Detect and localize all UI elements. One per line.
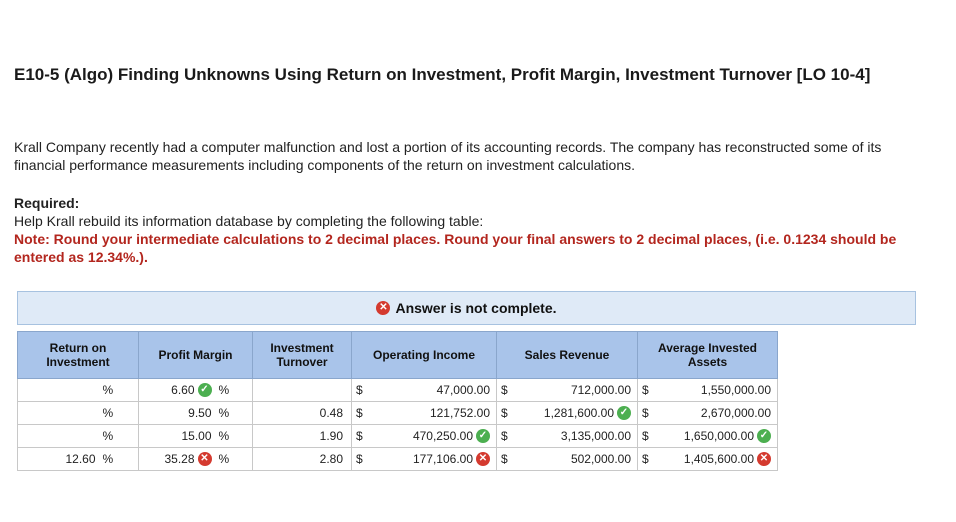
average-invested-assets-input[interactable] <box>654 402 778 425</box>
cell-value: 3,135,000.00 <box>560 429 631 443</box>
roi-input[interactable] <box>18 402 100 425</box>
roi-percent-symbol: % <box>100 402 139 425</box>
correct-icon: ✓ <box>617 406 631 420</box>
average-invested-assets-input[interactable] <box>654 379 778 402</box>
profit-margin-input[interactable] <box>139 425 216 448</box>
correct-icon: ✓ <box>476 429 490 443</box>
table-row <box>18 448 778 471</box>
operating-income-input[interactable] <box>368 448 497 471</box>
oi-dollar-symbol: $ <box>352 425 368 448</box>
cell-value: 121,752.00 <box>429 406 490 420</box>
cell-value: 2.80 <box>319 452 343 466</box>
answer-table <box>17 331 778 471</box>
incorrect-icon: ✕ <box>198 452 212 466</box>
sales-revenue-input[interactable] <box>513 379 638 402</box>
cell-value: 35.28 <box>164 451 195 466</box>
cell-value: 470,250.00 <box>412 428 473 443</box>
pm-percent-symbol: % <box>216 425 253 448</box>
operating-income-input[interactable] <box>368 425 497 448</box>
answer-status-text: Answer is not complete. <box>395 300 557 316</box>
roi-input[interactable] <box>18 379 100 402</box>
table-row <box>18 425 778 448</box>
operating-income-input[interactable] <box>368 379 497 402</box>
sr-dollar-symbol: $ <box>497 448 513 471</box>
sr-dollar-symbol: $ <box>497 425 513 448</box>
sales-revenue-input[interactable] <box>513 402 638 425</box>
table-row <box>18 379 778 402</box>
roi-percent-symbol: % <box>100 425 139 448</box>
average-invested-assets-input[interactable] <box>654 448 778 471</box>
roi-percent-symbol: % <box>100 379 139 402</box>
header-operating-income: Operating Income <box>352 332 497 379</box>
cell-value: 47,000.00 <box>436 383 490 397</box>
cell-value: 1,281,600.00 <box>543 405 614 420</box>
aia-dollar-symbol: $ <box>638 402 654 425</box>
sales-revenue-input[interactable] <box>513 448 638 471</box>
sr-dollar-symbol: $ <box>497 379 513 402</box>
header-roi: Return on Investment <box>18 332 139 379</box>
question-intro: Krall Company recently had a computer malfunction and lost a portion of its accounting records. The company has reconstructed some of its financial performance measurements including components of the return on investment calculations. <box>14 139 882 173</box>
required-heading: Required: <box>14 195 80 211</box>
cell-value: 1,650,000.00 <box>683 428 754 443</box>
header-sales-revenue: Sales Revenue <box>497 332 638 379</box>
correct-icon: ✓ <box>198 383 212 397</box>
cell-value: 1,405,600.00 <box>683 451 754 466</box>
profit-margin-input[interactable] <box>139 379 216 402</box>
header-profit-margin: Profit Margin <box>139 332 253 379</box>
investment-turnover-input[interactable] <box>253 425 352 448</box>
incorrect-icon: ✕ <box>376 301 390 315</box>
cell-value: 1.90 <box>319 429 343 443</box>
cell-value: 502,000.00 <box>570 452 631 466</box>
profit-margin-input[interactable] <box>139 402 216 425</box>
investment-turnover-input[interactable] <box>253 402 352 425</box>
operating-income-input[interactable] <box>368 402 497 425</box>
question-title: E10-5 (Algo) Finding Unknowns Using Return on Investment, Profit Margin, Investment Turnover [LO 10-4] <box>14 65 871 84</box>
table-row <box>18 402 778 425</box>
aia-dollar-symbol: $ <box>638 448 654 471</box>
investment-turnover-input[interactable] <box>253 379 352 402</box>
aia-dollar-symbol: $ <box>638 379 654 402</box>
required-text: Help Krall rebuild its information database by completing the following table: <box>14 213 484 229</box>
rounding-note: Note: Round your intermediate calculations to 2 decimal places. Round your final answers to 2 decimal places, (i.e. 0.1234 should be entered as 12.34%.). <box>14 231 897 265</box>
pm-percent-symbol: % <box>216 448 253 471</box>
table-body <box>18 379 778 471</box>
incorrect-icon: ✕ <box>757 452 771 466</box>
average-invested-assets-input[interactable] <box>654 425 778 448</box>
cell-value: 0.48 <box>319 406 343 420</box>
cell-value: 9.50 <box>188 406 212 420</box>
cell-value: 2,670,000.00 <box>700 406 771 420</box>
oi-dollar-symbol: $ <box>352 379 368 402</box>
investment-turnover-input[interactable] <box>253 448 352 471</box>
incorrect-icon: ✕ <box>476 452 490 466</box>
correct-icon: ✓ <box>757 429 771 443</box>
cell-value: 6.60 <box>171 382 195 397</box>
roi-percent-symbol: % <box>100 448 139 471</box>
cell-value: 1,550,000.00 <box>700 383 771 397</box>
aia-dollar-symbol: $ <box>638 425 654 448</box>
sr-dollar-symbol: $ <box>497 402 513 425</box>
answer-status-banner <box>17 291 916 325</box>
pm-percent-symbol: % <box>216 379 253 402</box>
cell-value: 12.60 <box>65 452 96 466</box>
oi-dollar-symbol: $ <box>352 448 368 471</box>
profit-margin-input[interactable] <box>139 448 216 471</box>
header-investment-turnover: Investment Turnover <box>253 332 352 379</box>
cell-value: 15.00 <box>181 429 212 443</box>
sales-revenue-input[interactable] <box>513 425 638 448</box>
cell-value: 712,000.00 <box>570 383 631 397</box>
roi-input[interactable] <box>18 448 100 471</box>
pm-percent-symbol: % <box>216 402 253 425</box>
cell-value: 177,106.00 <box>412 451 473 466</box>
roi-input[interactable] <box>18 425 100 448</box>
oi-dollar-symbol: $ <box>352 402 368 425</box>
header-average-invested-assets: Average Invested Assets <box>638 332 778 379</box>
